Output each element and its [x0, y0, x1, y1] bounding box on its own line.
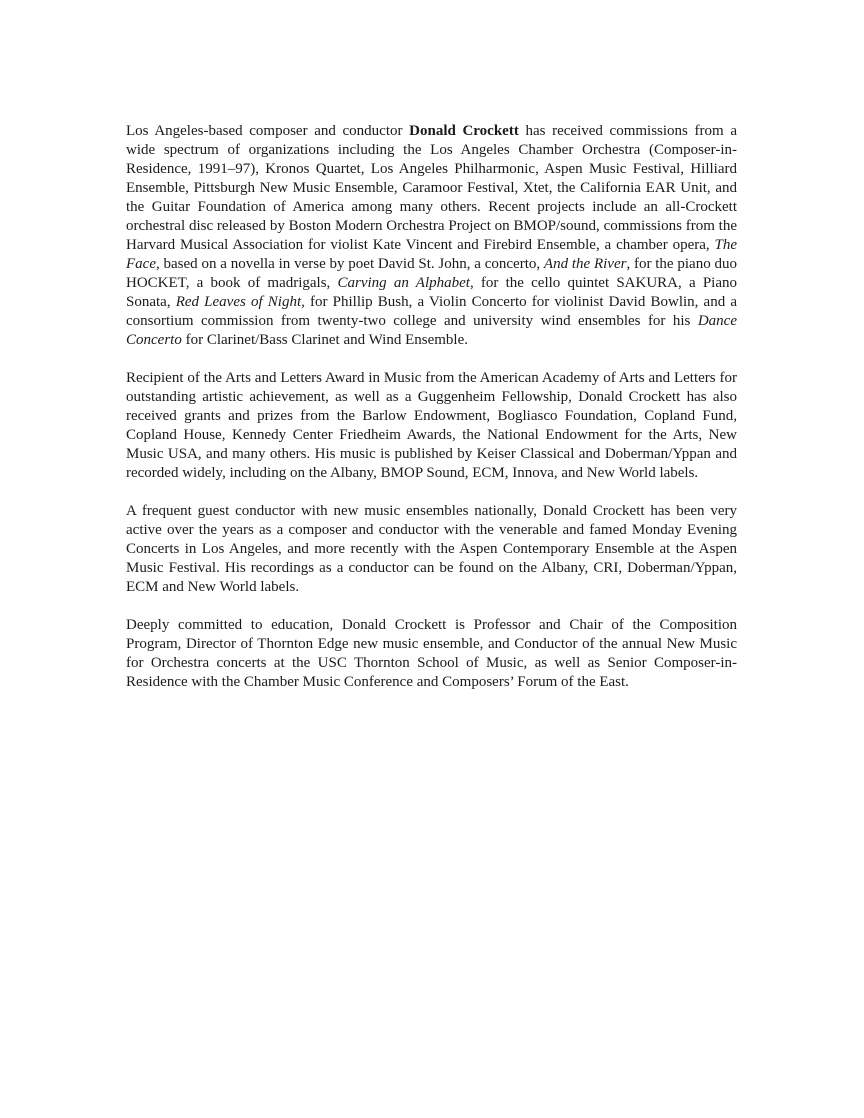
text-run: for Phillip Bush, a Violin Concerto for violinist David Bowlin, and a consortium commission from twenty-two college and university wind ensembles for his — [126, 294, 737, 329]
text-run: Deeply committed to education, Donald Crockett is Professor and Chair of the Composition Program, Director of Thornton Edge new music ensemble, and Conductor of the annual New Music for Orchestra concerts at the USC Thornton School of Music, as well as Senior Composer-in-Residence with the Chamber Music Conference and Composers’ Forum of the East. — [126, 617, 737, 690]
paragraph-2 — [126, 369, 737, 483]
work-title: And the River — [543, 256, 627, 272]
text-run: Recipient of the Arts and Letters Award in Music from the American Academy of Arts and Letters for outstanding artistic achievement, as well as a Guggenheim Fellowship, Donald Crockett has also received grants and prizes from the Barlow Endowment, Bogliasco Foundation, Copland Fund, Copland House, Kennedy Center Friedheim Awards, the National Endowment for the Arts, New Music USA, and many others. His music is published by Keiser Classical and Doberman/Yppan and recorded widely, including on the Albany, BMOP Sound, ECM, Innova, and New World labels. — [126, 370, 737, 481]
paragraph-1 — [126, 122, 737, 350]
text-run: has received commissions from a wide spectrum of organizations including the Los Angeles Chamber Orchestra (Composer-in-Residence, 1991–97), Kronos Quartet, Los Angeles Philharmonic, Aspen Music Festival, Hilliard Ensemble, Pittsburgh New Music Ensemble, Caramoor Festival, Xtet, the California EAR Unit, and the Guitar Foundation of America among many others. Recent projects include an all-Crockett orchestral disc released by Boston Modern Orchestra Project on BMOP/sound, commissions from the Harvard Musical Association for violist Kate Vincent and Firebird Ensemble, a chamber opera, — [126, 123, 737, 253]
text-run: , for the piano duo HOCKET, a book of madrigals, — [126, 256, 737, 291]
work-title: Red Leaves of Night, — [175, 294, 305, 310]
text-run: Los Angeles-based composer and conductor — [126, 123, 410, 139]
work-title: Dance Concerto — [126, 313, 737, 348]
work-title: Carving an Alphabet — [337, 275, 470, 291]
text-run: A frequent guest conductor with new music ensembles nationally, Donald Crockett has been very active over the years as a composer and conductor with the venerable and famed Monday Evening Concerts in Los Angeles, and more recently with the Aspen Contemporary Ensemble at the Aspen Music Festival. His recordings as a conductor can be found on the Albany, CRI, Doberman/Yppan, ECM and New World labels. — [126, 503, 737, 595]
text-run: , for the cello quintet SAKURA, a Piano Sonata, — [126, 275, 737, 310]
text-run: , based on a novella in verse by poet David St. John, a concerto, — [155, 256, 544, 272]
work-title: The Face — [126, 237, 737, 272]
paragraph-4 — [126, 616, 737, 692]
person-name: Donald Crockett — [409, 123, 519, 139]
text-run: for Clarinet/Bass Clarinet and Wind Ensemble. — [181, 332, 468, 348]
biography-text — [126, 122, 737, 692]
paragraph-3 — [126, 502, 737, 597]
